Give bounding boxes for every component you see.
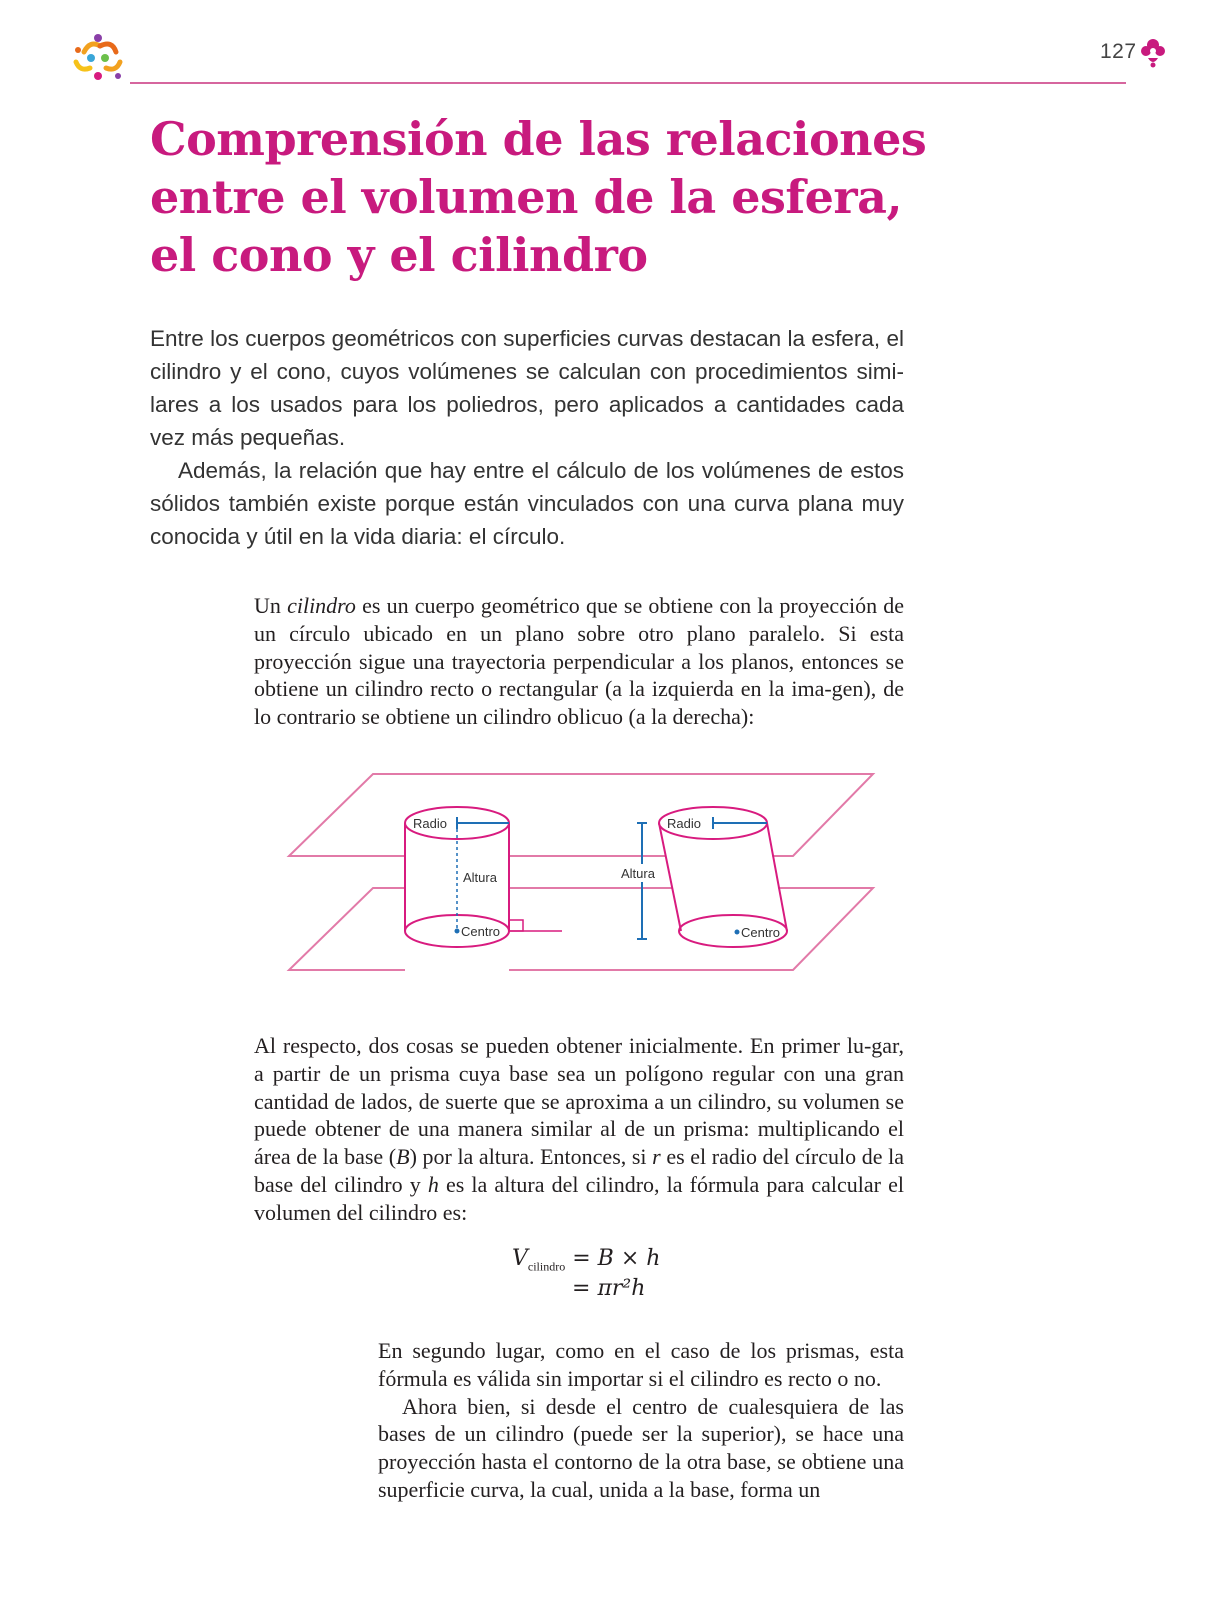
label-altura-left: Altura bbox=[463, 870, 497, 885]
top-plane bbox=[289, 774, 873, 856]
cylinder-volume-explanation bbox=[254, 1032, 904, 1227]
label-radio-right: Radio bbox=[667, 816, 701, 831]
body-paragraph: En segundo lugar, como en el caso de los prismas, esta fórmula es válida sin importar si el cilindro es recto o no. bbox=[378, 1338, 904, 1391]
page-number: 127 bbox=[1100, 40, 1137, 63]
header-rule bbox=[130, 82, 1126, 84]
intro-text bbox=[150, 322, 904, 553]
cylinders-diagram bbox=[285, 768, 905, 988]
definition-block bbox=[254, 592, 904, 731]
title-line: entre el volumen de la esfera, bbox=[150, 170, 902, 224]
series-logo-icon bbox=[70, 32, 126, 84]
formula-line-1: $V_{cilindro} = B \times h$ bbox=[512, 1246, 661, 1274]
title-line: Comprensión de las relaciones bbox=[150, 112, 927, 166]
label-radio-left: Radio bbox=[413, 816, 447, 831]
definition-paragraph: Un cilindro es un cuerpo geométrico que se obtiene con la proyección de un círculo ubicado en un plano sobre otro plano paralelo. Si esta proyección sigue una trayectoria perpendicular a los planos, entonces se obtiene un cilindro recto o rectangular (a la izquierda en la ima-gen), de lo contrario se obtiene un cilindro oblicuo (a la derecha): bbox=[254, 593, 905, 730]
page-title bbox=[150, 110, 950, 284]
intro-paragraph: Entre los cuerpos geométricos con superficies curvas destacan la esfera, el cilindro y el cono, cuyos volúmenes se calculan con procedimientos simi-lares a los usados para los poliedros, pero aplicados a cantidades cada vez más pequeñas. bbox=[150, 326, 904, 450]
label-centro-right: Centro bbox=[741, 925, 781, 940]
term-cilindro: cilindro bbox=[287, 593, 356, 618]
title-line: el cono y el cilindro bbox=[150, 228, 648, 282]
body-paragraph: Al respecto, dos cosas se pueden obtener inicialmente. En primer lu-gar, a partir de un prisma cuya base sea un polígono regular con una gran cantidad de lados, de suerte que se aproxima a un cilindro, su volumen se puede obtener de una manera similar al de un prisma: multiplicando el área de la base (B) por la altura. Entonces, si r es el radio del círculo de la base del cilindro y h es la altura del cilindro, la fórmula para calcular el volumen del cilindro es: bbox=[254, 1033, 904, 1225]
intro-paragraph: Además, la relación que hay entre el cálculo de los volúmenes de estos sólidos también existe porque están vinculados con una curva plana muy conocida y útil en la vida diaria: el círculo. bbox=[150, 458, 904, 549]
cone-introduction bbox=[378, 1337, 904, 1504]
cylinder-volume-formula bbox=[480, 1246, 740, 1306]
label-centro-left: Centro bbox=[461, 924, 501, 939]
formula-line-2: = πr²h bbox=[572, 1276, 646, 1301]
flower-ornament-icon bbox=[1140, 36, 1166, 68]
label-altura-right: Altura bbox=[621, 866, 655, 881]
body-paragraph: Ahora bien, si desde el centro de cualesquiera de las bases de un cilindro (puede ser la superior), se hace una proyección hasta el contorno de la otra base, se obtiene una superficie curva, la cual, unida a la base, forma un bbox=[378, 1393, 904, 1502]
